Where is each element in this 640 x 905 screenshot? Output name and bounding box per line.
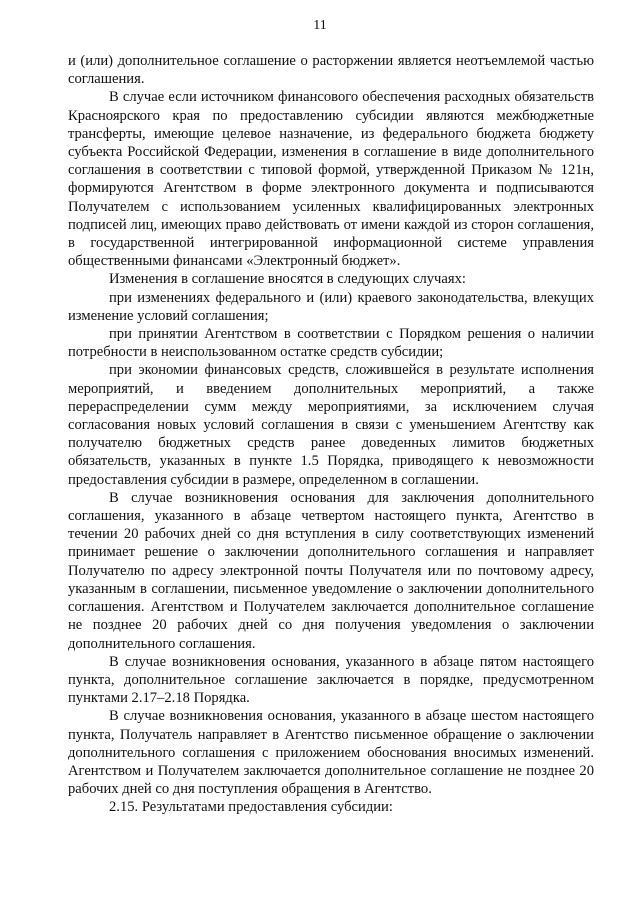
paragraph-case-unused-balance: при принятии Агентством в соответствии с Порядком решения о наличии потребности в неиспользованном остатке средств субсидии; bbox=[68, 326, 594, 361]
paragraph-changes-intro: Изменения в соглашение вносятся в следующих случаях: bbox=[109, 271, 466, 288]
paragraph-case-savings: при экономии финансовых средств, сложившейся в результате исполнения мероприятий, и введением дополнительных мероприятий, а также перераспределении сумм между мероприятиями, за исключением случая согласования новых условий соглашения в связи с уменьшением Агентству как получателю бюджетных средств ранее доведенных лимитов бюджетных обязательств, указанных в пункте 1.5 Порядка, приводящего к невозможности предоставления субсидии в размере, определенном в соглашении. bbox=[68, 362, 594, 488]
paragraph-basis-fifth: В случае возникновения основания, указанного в абзаце пятом настоящего пункта, дополнительное соглашение заключается в порядке, предусмотренном пунктами 2.17–2.18 Порядка. bbox=[68, 653, 594, 707]
paragraph-continuation: и (или) дополнительное соглашение о расторжении является неотъемлемой частью соглашения. bbox=[68, 53, 594, 88]
paragraph-basis-sixth: В случае возникновения основания, указанного в абзаце шестом настоящего пункта, Получатель направляет в Агентство письменное обращение о заключении дополнительного соглашения с приложением обоснования вносимых изменений. Агентством и Получателем заключается дополнительное соглашение не позднее 20 рабочих дней со дня поступления обращения в Агентство. bbox=[68, 708, 594, 798]
paragraph-basis-fourth: В случае возникновения основания для заключения дополнительного соглашения, указанного в абзаце четвертом настоящего пункта, Агентство в течении 20 рабочих дней со дня вступления в силу соответствующих изменений принимает решение о заключении дополнительного соглашения и направляет Получателю по адресу электронной почты Получателя или по почтовому адресу, указанным в соглашении, письменное уведомление о заключении дополнительного соглашения. Агентством и Получателем заключается дополнительное соглашение не позднее 20 рабочих дней со дня получения уведомления о заключении дополнительного соглашения. bbox=[68, 489, 594, 652]
document-body bbox=[68, 52, 594, 817]
page-number: 11 bbox=[313, 18, 327, 33]
section-heading-2-15: 2.15. Результатами предоставления субсидии: bbox=[109, 799, 393, 816]
paragraph-case-legislation: при изменениях федерального и (или) краевого законодательства, влекущих изменение условий соглашения; bbox=[68, 289, 594, 324]
paragraph-federal-transfers: В случае если источником финансового обеспечения расходных обязательств Красноярского края по предоставлению субсидии являются межбюджетные трансферты, имеющие целевое назначение, из федерального бюджета бюджету субъекта Российской Федерации, изменения в соглашение в виде дополнительного соглашения в соответствии с типовой формой, утвержденной Приказом № 121н, формируются Агентством в форме электронного документа и подписываются Получателем с использованием усиленных квалифицированных электронных подписей лиц, имеющих право действовать от имени каждой из сторон соглашения, в государственной интегрированной информационной системе управления общественными финансами «Электронный бюджет». bbox=[68, 89, 594, 270]
